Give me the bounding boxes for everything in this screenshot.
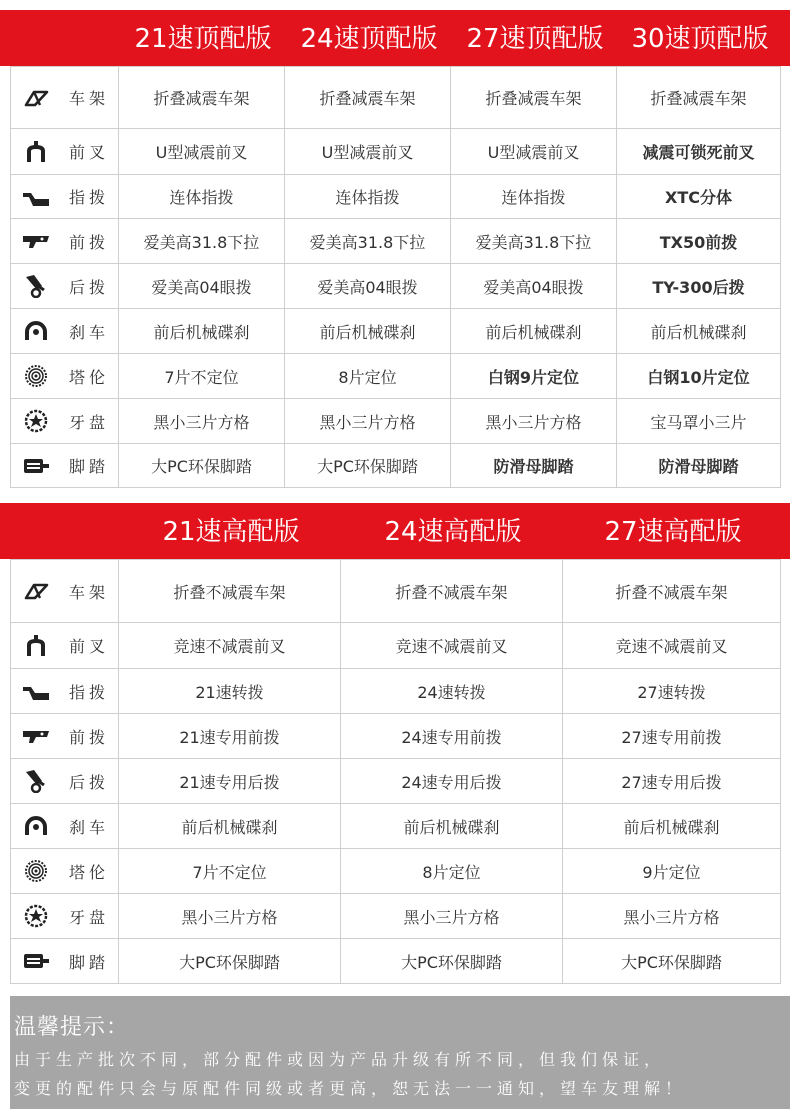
row-label: 刹车: [69, 322, 110, 342]
rear-derailleur-icon: [19, 273, 53, 299]
row-label-cell: [11, 714, 119, 759]
spec-cell: 连体指拨: [451, 175, 617, 219]
spec-cell: 21速专用前拨: [119, 714, 341, 759]
table-row: [11, 894, 781, 939]
front-derailleur-icon: [19, 228, 53, 254]
row-label: 脚踏: [69, 952, 110, 972]
spec-cell: 宝马罩小三片: [617, 399, 781, 444]
row-label-cell: [11, 669, 119, 714]
row-label: 前拨: [69, 727, 110, 747]
row-label-cell: [11, 354, 119, 399]
spec-cell: 9片定位: [563, 849, 781, 894]
spec-cell: TY-300后拨: [617, 264, 781, 309]
row-label-cell: [11, 623, 119, 669]
row-label: 指拨: [69, 188, 110, 207]
spec-cell: 防滑母脚踏: [451, 444, 617, 488]
column-header: 24速顶配版: [300, 24, 438, 54]
spec-cell: 爱美高04眼拨: [285, 264, 451, 309]
spec-cell: 竞速不减震前叉: [341, 623, 563, 669]
spec-cell: 24速转拨: [341, 669, 563, 714]
notice-title: 温馨提示：: [14, 1015, 130, 1040]
row-label-cell: [11, 444, 119, 488]
spec-cell: 前后机械碟刹: [119, 804, 341, 849]
spec-cell: 爱美高04眼拨: [451, 264, 617, 309]
cassette-icon: [19, 363, 53, 389]
row-label-cell: [11, 804, 119, 849]
row-label-cell: [11, 849, 119, 894]
row-label: 刹车: [69, 817, 110, 837]
table-row: [11, 444, 781, 488]
spec-cell: 竞速不减震前叉: [563, 623, 781, 669]
row-label-cell: [11, 560, 119, 623]
spec-cell: 竞速不减震前叉: [119, 623, 341, 669]
column-header: 27速顶配版: [466, 24, 604, 54]
column-header: 24速高配版: [384, 517, 522, 547]
table-row: [11, 354, 781, 399]
row-label: 前叉: [69, 143, 110, 162]
front-fork-icon: [19, 633, 53, 659]
spec-cell: 白钢9片定位: [451, 354, 617, 399]
table-row: [11, 67, 781, 129]
notice-line-2: 变更的配件只会与原配件同级或者更高，恕无法一一通知，望车友理解！: [14, 1079, 687, 1098]
section1-spec-table: [10, 66, 781, 488]
row-label: 牙盘: [69, 412, 110, 432]
spec-cell: 前后机械碟刹: [563, 804, 781, 849]
spec-cell: 21速转拨: [119, 669, 341, 714]
spec-cell: 8片定位: [285, 354, 451, 399]
spec-cell: 24速专用后拨: [341, 759, 563, 804]
row-label-cell: [11, 219, 119, 264]
row-label-cell: [11, 939, 119, 984]
table-row: [11, 849, 781, 894]
spec-cell: 折叠不减震车架: [341, 560, 563, 623]
rear-derailleur-icon: [19, 768, 53, 794]
row-label-cell: [11, 759, 119, 804]
spec-cell: 24速专用前拨: [341, 714, 563, 759]
row-label-cell: [11, 309, 119, 354]
front-derailleur-icon: [19, 723, 53, 749]
spec-cell: 白钢10片定位: [617, 354, 781, 399]
section2-spec-table: [10, 559, 781, 984]
row-label: 塔伦: [69, 367, 110, 387]
spec-cell: 黑小三片方格: [563, 894, 781, 939]
row-label-cell: [11, 67, 119, 129]
front-fork-icon: [19, 139, 53, 165]
spec-cell: 减震可锁死前叉: [617, 129, 781, 175]
spec-cell: 前后机械碟刹: [451, 309, 617, 354]
column-header: 21速高配版: [162, 517, 300, 547]
frame-icon: [19, 85, 53, 111]
table-row: [11, 309, 781, 354]
spec-cell: 黑小三片方格: [285, 399, 451, 444]
row-label: 车架: [69, 89, 110, 108]
spec-cell: 折叠不减震车架: [119, 560, 341, 623]
spec-cell: 黑小三片方格: [119, 399, 285, 444]
column-header: 21速顶配版: [134, 24, 272, 54]
spec-cell: 折叠减震车架: [617, 67, 781, 129]
table-row: [11, 714, 781, 759]
table-row: [11, 804, 781, 849]
table-row: [11, 399, 781, 444]
spec-cell: 27速转拨: [563, 669, 781, 714]
row-label: 车架: [69, 582, 110, 602]
table-row: [11, 219, 781, 264]
spec-cell: 大PC环保脚踏: [119, 939, 341, 984]
notice-line-1: 由于生产批次不同，部分配件或因为产品升级有所不同，但我们保证，: [14, 1050, 666, 1069]
spec-cell: 27速专用前拨: [563, 714, 781, 759]
spec-cell: U型减震前叉: [119, 129, 285, 175]
row-label-cell: [11, 175, 119, 219]
spec-cell: 7片不定位: [119, 849, 341, 894]
row-label: 指拨: [69, 682, 110, 702]
row-label: 前拨: [69, 232, 110, 252]
chainring-icon: [19, 408, 53, 434]
section1-header: [0, 10, 790, 66]
spec-cell: 黑小三片方格: [341, 894, 563, 939]
spec-cell: 前后机械碟刹: [285, 309, 451, 354]
spec-cell: 连体指拨: [119, 175, 285, 219]
spec-cell: 8片定位: [341, 849, 563, 894]
brake-icon: [19, 813, 53, 839]
spec-cell: 折叠减震车架: [285, 67, 451, 129]
spec-cell: 折叠减震车架: [119, 67, 285, 129]
frame-icon: [19, 578, 53, 604]
shifter-icon: [19, 678, 53, 704]
spec-cell: TX50前拨: [617, 219, 781, 264]
table-row: [11, 129, 781, 175]
spec-cell: 爱美高31.8下拉: [119, 219, 285, 264]
shifter-icon: [19, 184, 53, 210]
chainring-icon: [19, 903, 53, 929]
row-label-cell: [11, 399, 119, 444]
pedal-icon: [19, 948, 53, 974]
spec-cell: 大PC环保脚踏: [341, 939, 563, 984]
spec-cell: 折叠不减震车架: [563, 560, 781, 623]
spec-cell: 连体指拨: [285, 175, 451, 219]
spec-cell: 黑小三片方格: [119, 894, 341, 939]
spec-cell: 前后机械碟刹: [119, 309, 285, 354]
column-header: 30速顶配版: [631, 24, 769, 54]
spec-cell: U型减震前叉: [285, 129, 451, 175]
row-label: 前叉: [69, 637, 110, 656]
table-row: [11, 264, 781, 309]
table-row: [11, 669, 781, 714]
spec-cell: 大PC环保脚踏: [285, 444, 451, 488]
row-label: 塔伦: [69, 862, 110, 882]
spec-cell: 前后机械碟刹: [617, 309, 781, 354]
row-label-cell: [11, 894, 119, 939]
table-row: [11, 939, 781, 984]
spec-cell: 27速专用后拨: [563, 759, 781, 804]
spec-cell: XTC分体: [617, 175, 781, 219]
table-row: [11, 175, 781, 219]
spec-cell: 爱美高31.8下拉: [451, 219, 617, 264]
row-label: 后拨: [69, 772, 110, 792]
spec-cell: 7片不定位: [119, 354, 285, 399]
spec-cell: 前后机械碟刹: [341, 804, 563, 849]
spec-cell: 大PC环保脚踏: [563, 939, 781, 984]
spec-cell: U型减震前叉: [451, 129, 617, 175]
row-label: 脚踏: [69, 457, 110, 476]
row-label-cell: [11, 264, 119, 309]
spec-cell: 21速专用后拨: [119, 759, 341, 804]
spec-cell: 黑小三片方格: [451, 399, 617, 444]
pedal-icon: [19, 453, 53, 479]
row-label-cell: [11, 129, 119, 175]
spec-cell: 大PC环保脚踏: [119, 444, 285, 488]
table-row: [11, 759, 781, 804]
cassette-icon: [19, 858, 53, 884]
section2-header: [0, 503, 790, 559]
table-row: [11, 623, 781, 669]
row-label: 后拨: [69, 277, 110, 297]
brake-icon: [19, 318, 53, 344]
spec-cell: 防滑母脚踏: [617, 444, 781, 488]
spec-cell: 爱美高31.8下拉: [285, 219, 451, 264]
table-row: [11, 560, 781, 623]
row-label: 牙盘: [69, 907, 110, 927]
spec-cell: 折叠减震车架: [451, 67, 617, 129]
spec-cell: 爱美高04眼拨: [119, 264, 285, 309]
column-header: 27速高配版: [604, 517, 742, 547]
notice-box: [10, 996, 790, 1109]
